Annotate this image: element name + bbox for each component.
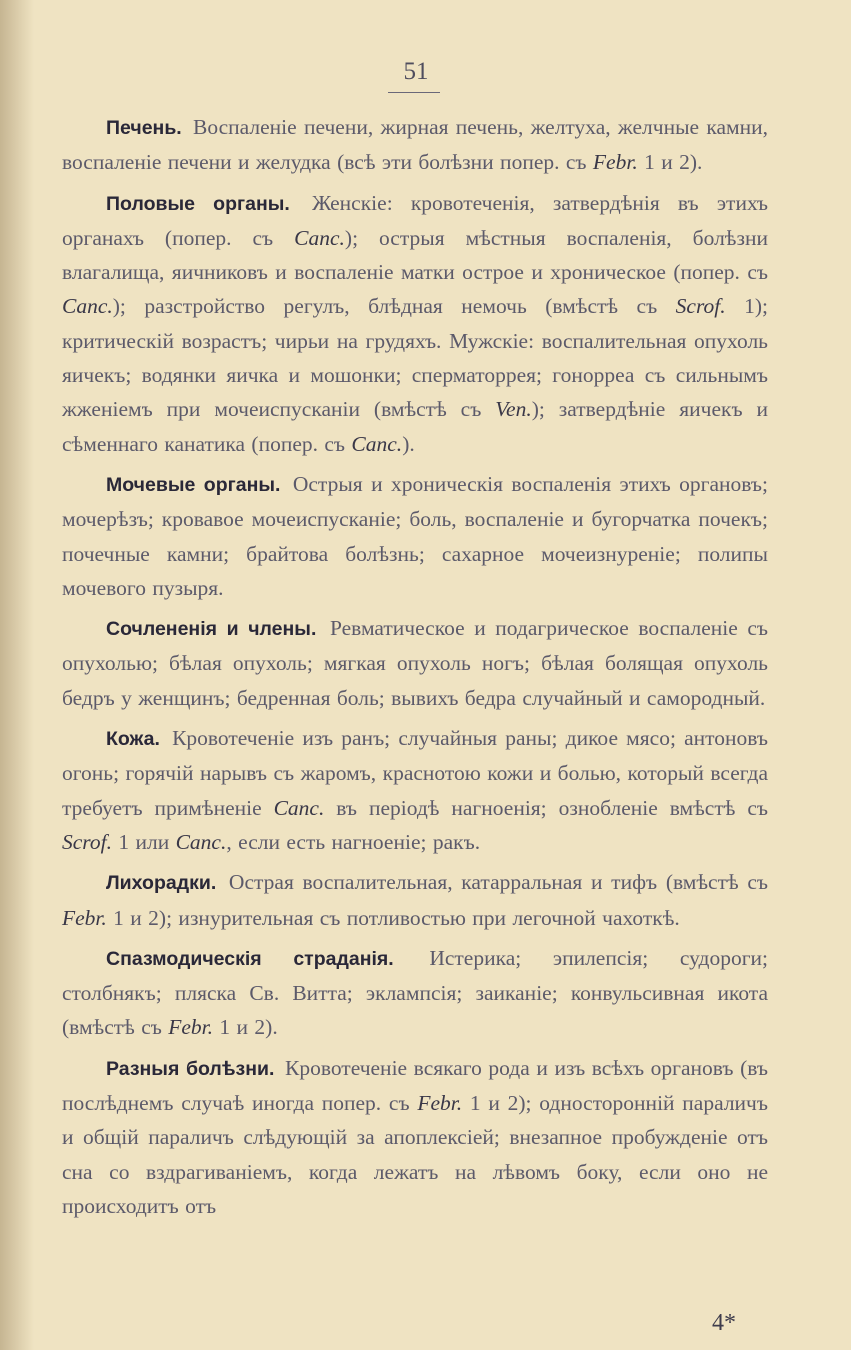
section-text: Ревматическое и подагрическое воспаленіе съ опухолью; бѣлая опухоль; мягкая опухоль ногъ; бѣлая болящая опухоль бедръ у женщинъ; бедренная боль; вывихъ бедра случайный и самородный. — [62, 616, 768, 710]
remedy-abbreviation: Canc. — [175, 829, 227, 854]
remedy-abbreviation: Canc. — [351, 431, 403, 456]
section-text: , если есть нагноеніе; ракъ. — [226, 829, 481, 854]
section-text: Воспаленіе печени, жирная печень, желтуха, желчные камни, воспаленіе печени и желудка (всѣ эти болѣзни попер. съ — [62, 115, 768, 175]
section-heading: Печень. — [106, 117, 182, 139]
section-heading: Разныя болѣзни. — [106, 1057, 275, 1080]
page-number: 51 — [403, 58, 429, 85]
section-text: 1 и 2); односторонній параличъ и общій параличъ слѣдующій за апоплексіей; внезапное пробужденіе отъ сна со вздрагиваніемъ, когда лежатъ на лѣвомъ боку, если оно не происходитъ отъ — [62, 1091, 768, 1218]
section-paragraph — [62, 467, 768, 605]
page-body — [62, 110, 768, 1229]
section-text: въ періодѣ нагноенія; ознобленіе вмѣстѣ съ — [324, 795, 768, 820]
remedy-abbreviation: Scrof. — [675, 294, 726, 319]
section-text: 1 и 2). — [637, 150, 703, 175]
section-text: Острая воспалительная, катарральная и тифъ (вмѣстѣ съ — [220, 870, 768, 895]
remedy-abbreviation: Canc. — [273, 795, 325, 820]
section-paragraph — [62, 941, 768, 1045]
page-edge-shadow — [0, 0, 34, 1350]
section-heading: Половые органы. — [106, 192, 290, 215]
section-text: ); острыя мѣстныя воспаленія, болѣзни влагалища, яичниковъ и воспаленіе матки острое и хроническое (попер. съ — [62, 225, 768, 285]
signature-mark: 4* — [712, 1310, 736, 1336]
section-heading: Мочевые органы. — [106, 473, 281, 496]
section-paragraph — [62, 1051, 768, 1223]
section-text: 1 и 2). — [213, 1015, 278, 1040]
section-paragraph — [62, 186, 768, 461]
section-text: Кровотеченіе всякаго рода и изъ всѣхъ органовъ (въ послѣднемъ случаѣ иногда попер. съ — [62, 1055, 768, 1116]
section-heading: Лихорадки. — [106, 872, 217, 895]
section-text: ). — [402, 431, 415, 456]
section-text: Кровотеченіе изъ ранъ; случайныя раны; дикое мясо; антоновъ огонь; горячій нарывъ съ жаромъ, краснотою кожи и болью, который всегда требуетъ примѣненіе — [62, 726, 768, 820]
section-text: Истерика; эпилепсія; судороги; столбнякъ; пляска Св. Витта; эклампсія; заиканіе; конвульсивная икота (вмѣстѣ съ — [62, 945, 768, 1040]
section-paragraph — [62, 110, 768, 180]
section-text: Острыя и хроническія воспаленія этихъ органовъ; мочерѣзъ; кровавое мочеиспусканіе; боль, воспаленіе и бугорчатка почекъ; почечные камни; брайтова болѣзнь; сахарное мочеизнуреніе; полипы мочевого пузыря. — [62, 471, 768, 600]
section-heading: Сочлененія и члены. — [106, 618, 317, 641]
section-text: 1); критическій возрастъ; чирьи на грудяхъ. Мужскіе: воспалительная опухоль яичекъ; водянки яичка и мошонки; сперматоррея; гонорреа съ сильнымъ жженіемъ при мочеиспусканіи (вмѣстѣ съ — [62, 294, 768, 422]
section-paragraph — [62, 865, 768, 935]
page-number-rule — [388, 92, 440, 93]
remedy-abbreviation: Ven. — [495, 397, 532, 422]
remedy-abbreviation: Canc. — [62, 294, 113, 319]
remedy-abbreviation: Febr. — [168, 1015, 214, 1040]
section-paragraph — [62, 611, 768, 715]
remedy-abbreviation: Febr. — [592, 150, 638, 175]
section-text: 1 или — [111, 829, 176, 854]
section-heading: Кожа. — [106, 728, 160, 751]
section-heading: Спазмодическія страданія. — [106, 947, 394, 970]
remedy-abbreviation: Febr. — [62, 905, 107, 930]
remedy-abbreviation: Canc. — [294, 225, 345, 250]
remedy-abbreviation: Scrof. — [62, 829, 112, 854]
section-text: Женскіе: кровотеченія, затвердѣнія въ этихъ органахъ (попер. съ — [62, 190, 769, 250]
remedy-abbreviation: Febr. — [417, 1091, 463, 1116]
section-text: ); разстройство регулъ, блѣдная немочь (вмѣстѣ съ — [112, 294, 676, 319]
section-text: ); затвердѣніе яичекъ и сѣменнаго канатика (попер. съ — [62, 397, 768, 456]
section-paragraph — [62, 721, 768, 859]
section-text: 1 и 2); изнурительная съ потливостью при легочной чахоткѣ. — [106, 905, 680, 930]
